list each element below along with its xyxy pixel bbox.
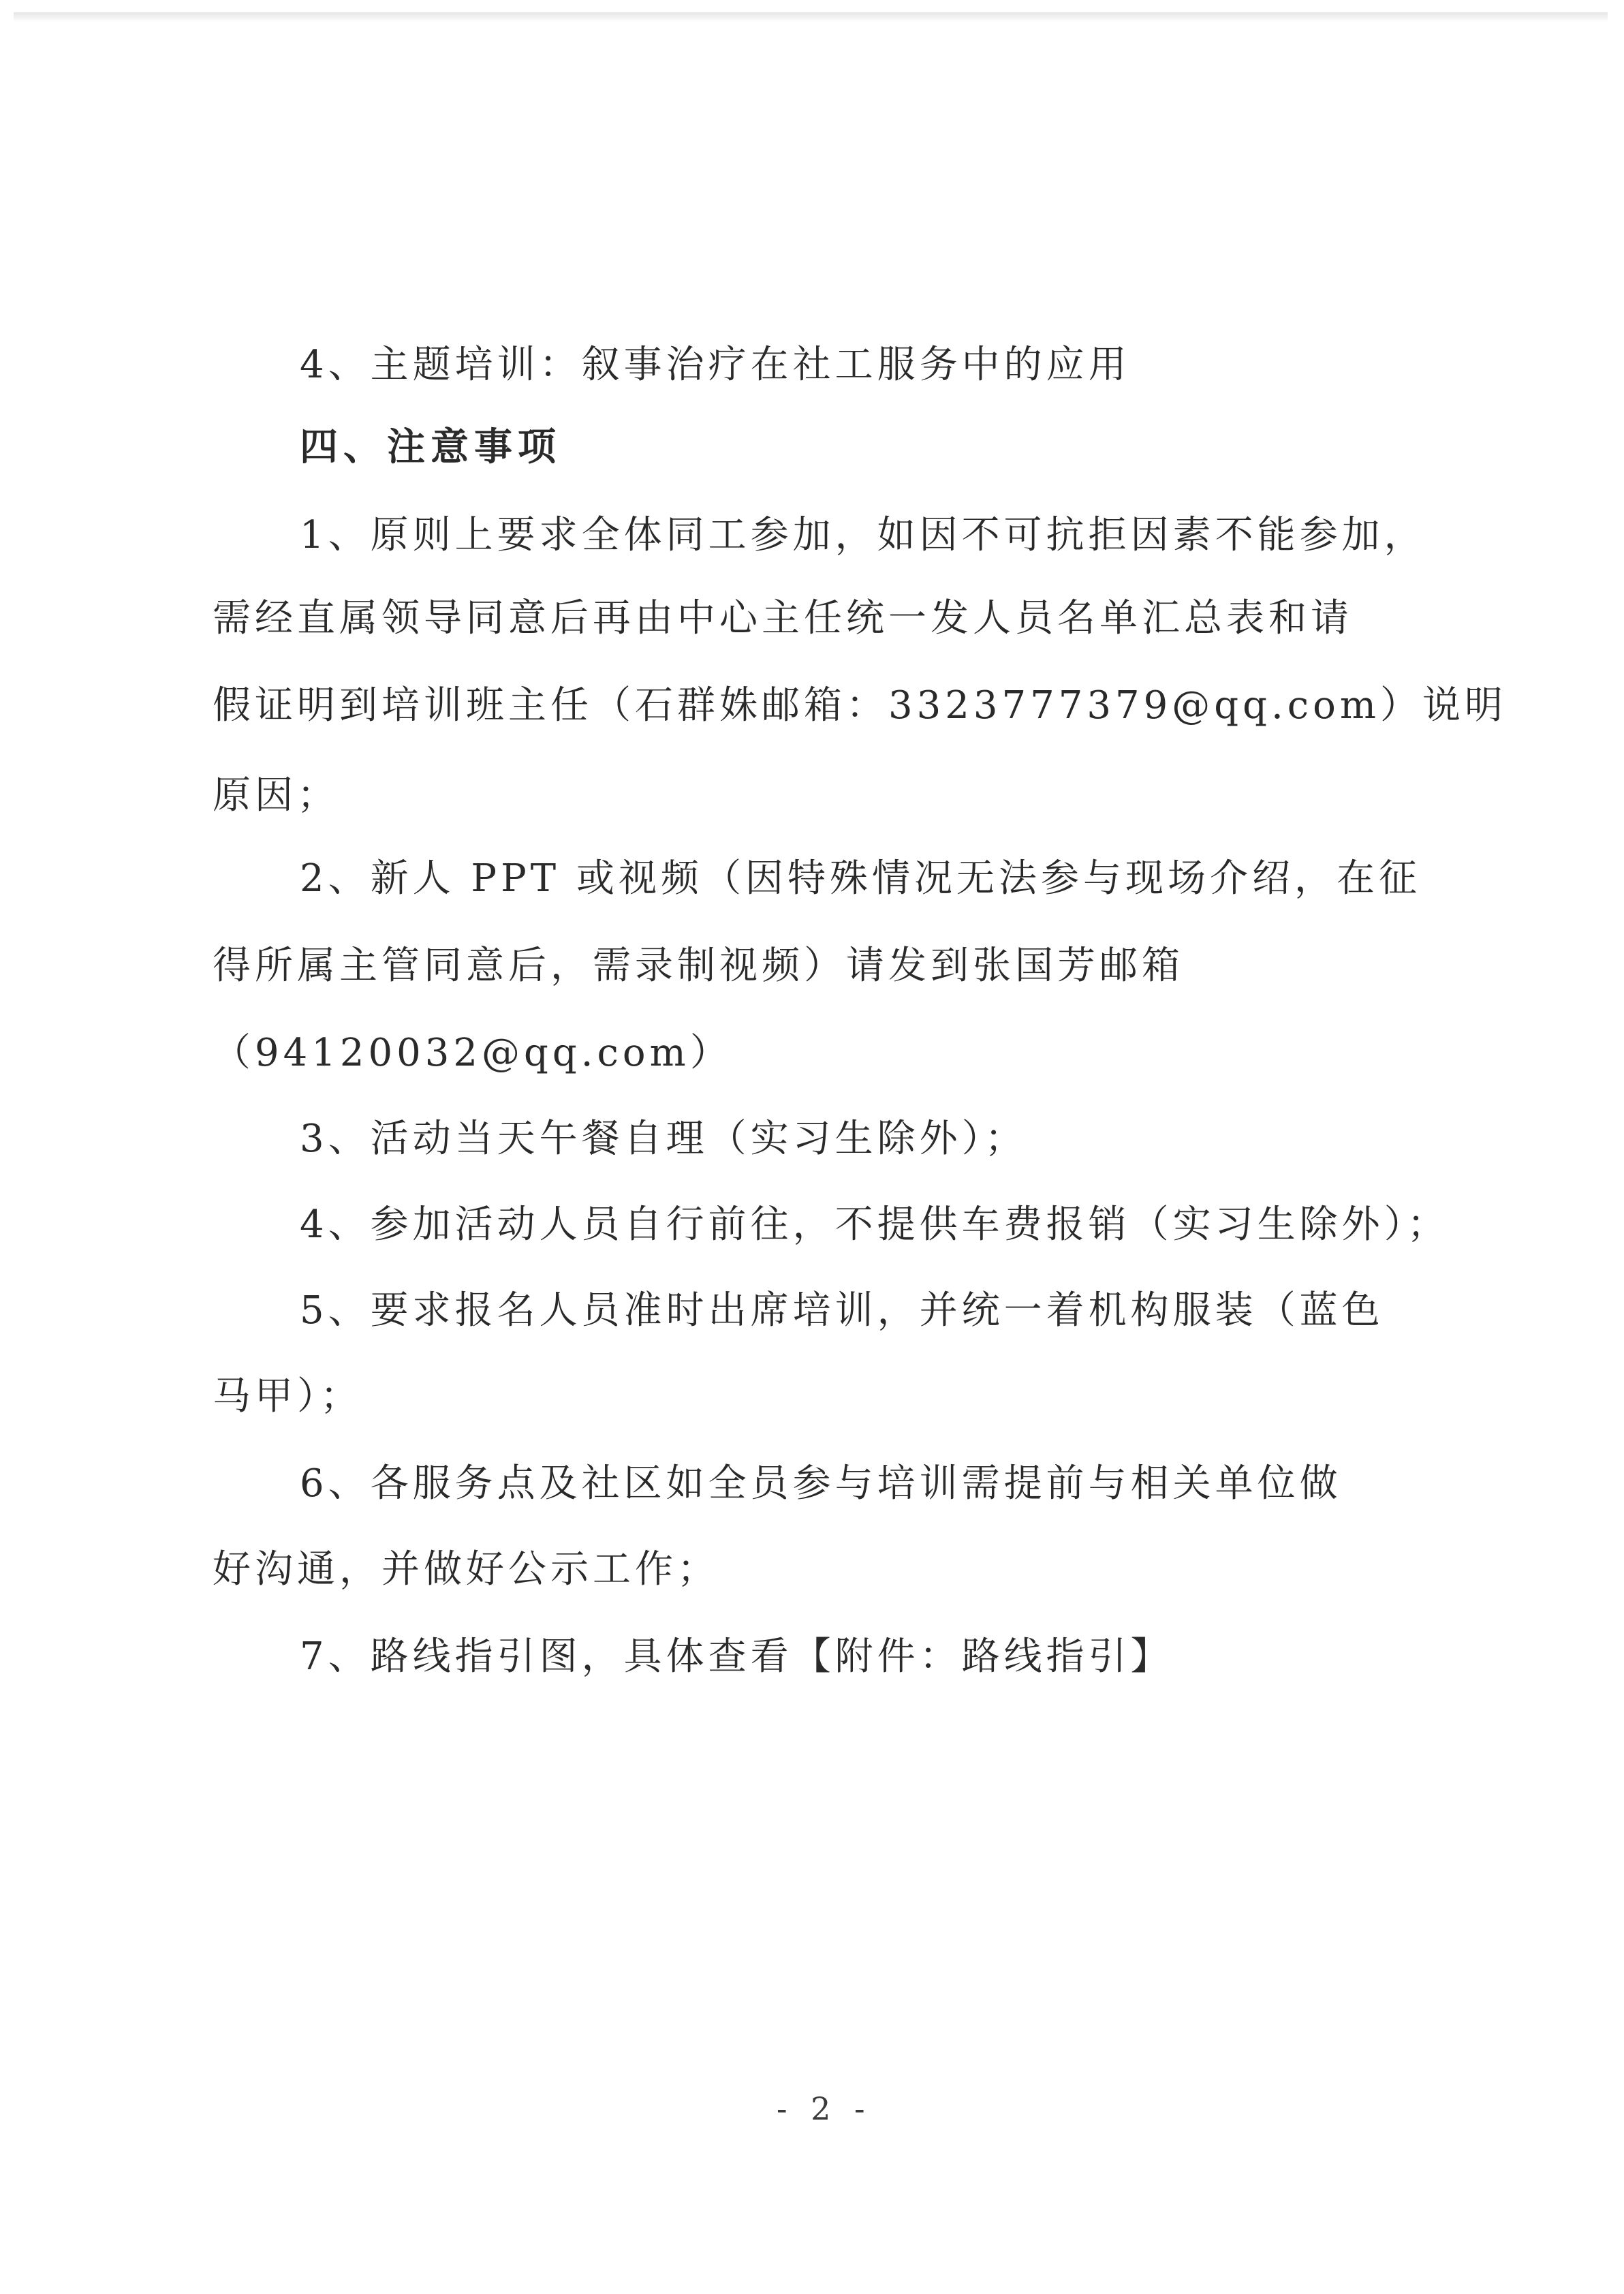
scan-top-edge	[14, 12, 1608, 22]
note-line: 7、路线指引图，具体查看【附件：路线指引】	[300, 1634, 1173, 1679]
note-line: 3、活动当天午餐自理（实习生除外）；	[300, 1117, 1027, 1161]
page-number: - 2 -	[777, 2090, 872, 2127]
note-line: （94120032@qq.com）	[213, 1031, 732, 1075]
note-line: 好沟通，并做好公示工作；	[213, 1547, 719, 1592]
note-line: 6、各服务点及社区如全员参与培训需提前与相关单位做	[300, 1461, 1342, 1506]
note-line: 马甲）；	[213, 1374, 362, 1419]
section-heading: 四、注意事项	[300, 424, 561, 469]
note-line: 5、要求报名人员准时出席培训，并统一着机构服装（蓝色	[300, 1288, 1384, 1333]
note-line: 得所属主管同意后，需录制视频）请发到张国芳邮箱	[213, 944, 1184, 988]
note-line: 2、新人 PPT 或视频（因特殊情况无法参与现场介绍，在征	[300, 856, 1421, 901]
note-line: 原因；	[213, 773, 339, 818]
note-line: 需经直属领导同意后再由中心主任统一发人员名单汇总表和请	[213, 596, 1353, 640]
note-line: 假证明到培训班主任（石群姝邮箱：3323777379@qq.com）说明	[213, 683, 1507, 728]
note-line: 1、原则上要求全体同工参加，如因不可抗拒因素不能参加，	[300, 513, 1426, 557]
training-item-4: 4、主题培训：叙事治疗在社工服务中的应用	[300, 343, 1131, 387]
note-line: 4、参加活动人员自行前往，不提供车费报销（实习生除外）；	[300, 1203, 1450, 1247]
